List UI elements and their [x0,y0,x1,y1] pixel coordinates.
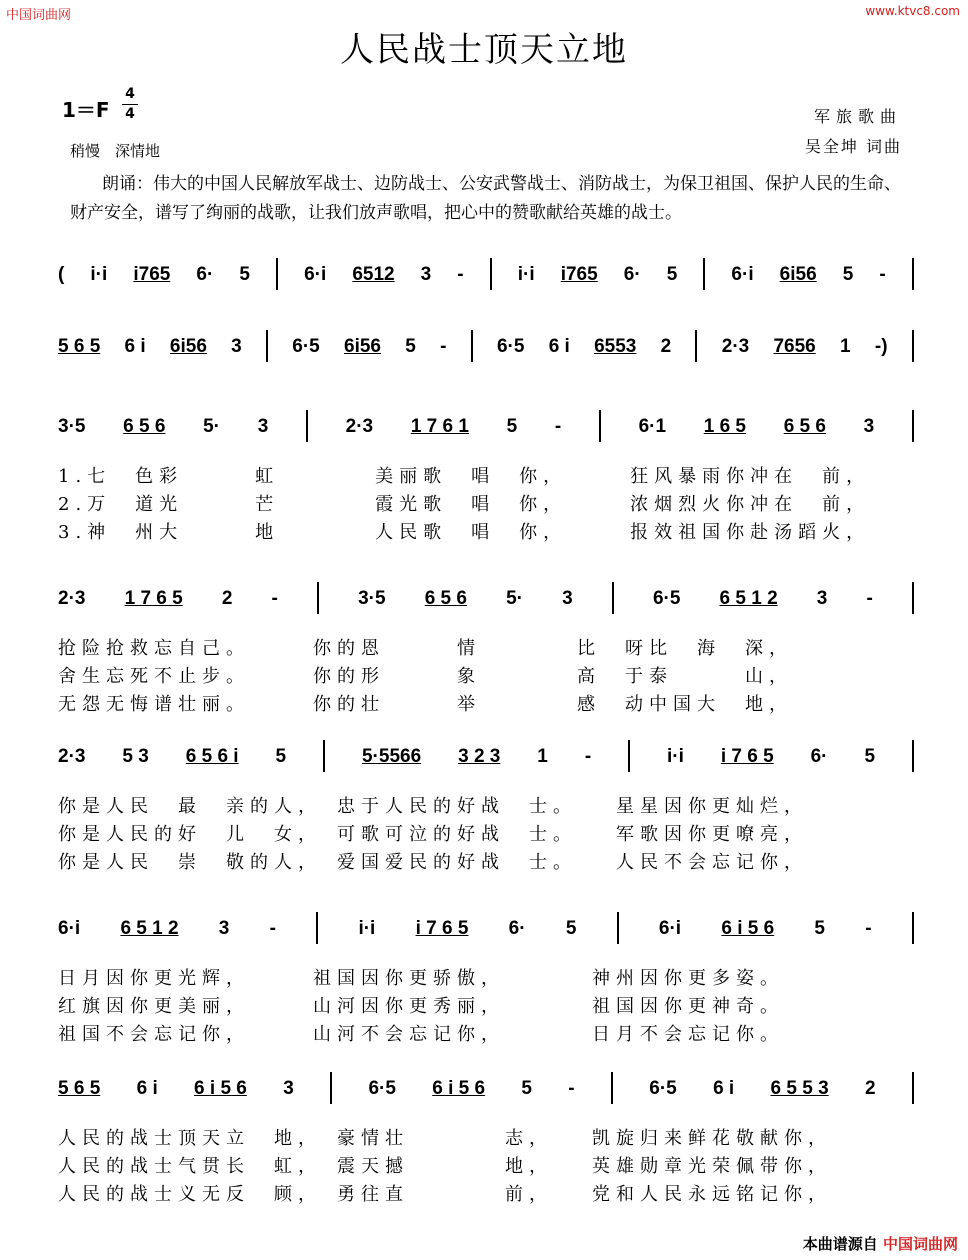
lyric-line-verse-1: 日月因你更光辉， 祖国因你更骄傲， 神州因你更多姿。 [58,968,784,989]
bar-line [912,912,914,944]
bar-line [599,410,601,442]
note-group: 5 [666,264,678,285]
note-group: 6· [810,746,828,767]
bar-line [612,582,614,614]
note-group: 6· [196,264,214,285]
tempo-marking: 稍慢 深情地 [70,142,161,160]
bar-line [695,330,697,362]
notation-line [58,588,914,614]
note-group: 6i56 [344,336,381,357]
bar-line [316,912,318,944]
bar-line [276,258,278,290]
note-group: 3 [218,918,230,939]
note-group: 6 5 6 [424,588,467,609]
note-group: 2 [221,588,233,609]
note-group: 6 5 1 2 [120,918,179,939]
note-group: 5 [864,746,876,767]
note-group: ( [58,264,65,285]
note-group: 7656 [773,336,816,357]
note-group: 2·3 [721,336,750,357]
note-group: 6 5 6 [783,416,826,437]
note-group: - [554,416,562,437]
note-group: 6 i 5 6 [432,1078,486,1099]
note-group: 6i56 [169,336,207,357]
note-group: 6 i [713,1078,735,1099]
note-group: 6·5 [649,1078,677,1099]
song-title: 人民战士顶天立地 [340,30,628,70]
bar-line [703,258,705,290]
note-group: 6 i [548,336,570,357]
note-group: 6·i [731,264,754,285]
note-group: - [457,264,464,285]
time-signature [122,86,138,123]
note-group: - [879,264,886,285]
note-group: - [271,588,278,609]
note-group: 5· [506,588,523,609]
bar-line [317,582,319,614]
note-group: 6·5 [652,588,681,609]
notation-line [58,746,914,772]
notation-line [58,1078,914,1104]
bar-line [471,330,473,362]
bar-line [490,258,492,290]
bar-line [912,740,914,772]
note-group: i·i [358,918,376,939]
note-group: 6·5 [292,336,320,357]
bar-line [306,410,308,442]
lyric-line-verse-1: 人民的战士顶天立 地， 豪情壮 志， 凯旋归来鲜花敬献你， [58,1128,832,1149]
note-group: 6 i 5 6 [194,1078,247,1099]
note-group: 6 5 5 3 [770,1078,829,1099]
note-group: - [584,746,592,767]
note-group: 3 2 3 [458,746,501,767]
note-group: - [568,1078,575,1099]
watermark-right: www.ktvc8.com [865,4,960,18]
note-group: 5 [814,918,825,939]
note-group: - [269,918,276,939]
note-group: -) [874,336,888,357]
watermark-bottom-red: 中国词曲网 [882,1235,958,1253]
note-group: 5 [275,746,287,767]
watermark-left: 中国词曲网 [6,8,72,23]
watermark-bottom-black: 本曲谱源自 [802,1235,878,1253]
note-group: 6·1 [638,416,667,437]
lyric-line-verse-1: 抢险抢救忘自己。 你的恩 情 比 呀比 海 深， [58,638,793,659]
note-group: 6· [623,264,641,285]
note-group: 3 [283,1078,294,1099]
lyric-line-verse-3: 祖国不会忘记你， 山河不会忘记你， 日月不会忘记你。 [58,1024,784,1045]
bar-line [912,582,914,614]
credit-genre: 军旅歌曲 [813,107,902,126]
note-group: 6 5 6 [123,416,166,437]
note-group: 3·5 [358,588,386,609]
note-group: 6 5 6 i [185,746,239,767]
note-group: 6512 [352,264,395,285]
bar-line [266,330,268,362]
bar-line [912,1072,914,1104]
bar-line [330,1072,332,1104]
note-group: 3 [257,416,269,437]
bar-line [617,912,619,944]
lyric-line-verse-2: 红旗因你更美丽， 山河因你更秀丽， 祖国因你更神奇。 [58,996,784,1017]
bar-line [611,1072,613,1104]
note-group: - [440,336,447,357]
note-group: i·i [667,746,684,767]
note-group: 2 [864,1078,876,1099]
bar-line [628,740,630,772]
time-signature-top: 4 [125,86,135,102]
note-group: 6·5 [368,1078,396,1099]
lyric-line-verse-2: 人民的战士气贯长 虹， 震天撼 地， 英雄勋章光荣佩带你， [58,1156,832,1177]
lyric-line-verse-3: 人民的战士义无反 顾， 勇往直 前， 党和人民永远铭记你， [58,1184,832,1205]
note-group: 3 [562,588,573,609]
note-group: 1 7 6 1 [410,416,469,437]
note-group: 6·5 [496,336,525,357]
note-group: i·i [90,264,108,285]
note-group: 6 i [124,336,146,357]
lyric-line-verse-2: 你是人民的好 儿 女， 可歌可泣的好战 士。 军歌因你更嘹亮， [58,824,808,845]
note-group: 5 [239,264,250,285]
note-group: 3 [816,588,828,609]
note-group: 3·5 [58,416,86,437]
watermark-bottom [803,1233,958,1254]
lyric-line-verse-2: 舍生忘死不止步。 你的形 象 高 于泰 山， [58,666,793,687]
note-group: 1 6 5 [703,416,746,437]
credit-author: 吴全坤 词曲 [804,137,902,156]
note-group: 6· [508,918,526,939]
lyric-line-verse-3: 无怨无悔谱壮丽。 你的壮 举 感 动中国大 地， [58,694,793,715]
note-group: i 7 6 5 [720,746,774,767]
time-signature-bottom: 4 [125,106,135,122]
note-group: i 7 6 5 [415,918,469,939]
note-group: 5 [565,918,577,939]
note-group: 5 6 5 [58,1078,101,1099]
note-group: 6·i [58,918,81,939]
note-group: 2·3 [58,588,86,609]
note-group: 6553 [594,336,637,357]
bar-line [912,410,914,442]
bar-line [323,740,325,772]
lyric-line-verse-1: 1.七 色彩 虹 美丽歌 唱 你， 狂风暴雨你冲在 前， [58,466,871,487]
note-group: 5 6 5 [58,336,101,357]
note-group: 5 [521,1078,532,1099]
notation-line [58,416,914,442]
note-group: 1 7 6 5 [124,588,183,609]
note-group: 6 i 5 6 [721,918,775,939]
note-group: 3 [420,264,432,285]
notation-line [58,918,914,944]
note-group: 6·i [658,918,682,939]
note-group: - [866,588,873,609]
note-group: i765 [133,264,171,285]
note-group: 1 [537,746,548,767]
note-group: 2 [660,336,672,357]
note-group: 6 5 1 2 [719,588,778,609]
lyric-line-verse-3: 你是人民 崇 敬的人， 爱国爱民的好战 士。 人民不会忘记你， [58,852,808,873]
note-group: 2·3 [345,416,374,437]
note-group: 3 [863,416,875,437]
note-group: 5 [405,336,416,357]
note-group: i·i [517,264,535,285]
note-group: 5 [842,264,854,285]
lyric-line-verse-3: 3.神 州大 地 人民歌 唱 你， 报效祖国你赴汤蹈火， [58,522,871,543]
note-group: 2·3 [58,746,86,767]
note-group: i765 [560,264,598,285]
notation-line [58,336,914,362]
note-group: 5· [203,416,221,437]
notation-line [58,264,914,290]
note-group: 6 i [136,1078,158,1099]
lyric-line-verse-2: 2.万 道光 芒 霞光歌 唱 你， 浓烟烈火你冲在 前， [58,494,871,515]
note-group: 3 [231,336,242,357]
note-group: 6·i [304,264,327,285]
note-group: 5·5566 [361,746,422,767]
lyric-line-verse-1: 你是人民 最 亲的人， 忠于人民的好战 士。 星星因你更灿烂， [58,796,808,817]
key-signature: 1＝F [62,98,110,122]
note-group: 5 3 [122,746,149,767]
note-group: - [865,918,872,939]
note-group: 1 [840,336,851,357]
bar-line [912,258,914,290]
note-group: 5 [506,416,518,437]
note-group: 6i56 [779,264,817,285]
narration: 朗诵：伟大的中国人民解放军战士、边防战士、公安武警战士、消防战士，为保卫祖国、保护人民的生命、财产安全，谱写了绚丽的战歌，让我们放声歌唱，把心中的赞歌献给英雄的战士。 [70,174,901,223]
bar-line [912,330,914,362]
